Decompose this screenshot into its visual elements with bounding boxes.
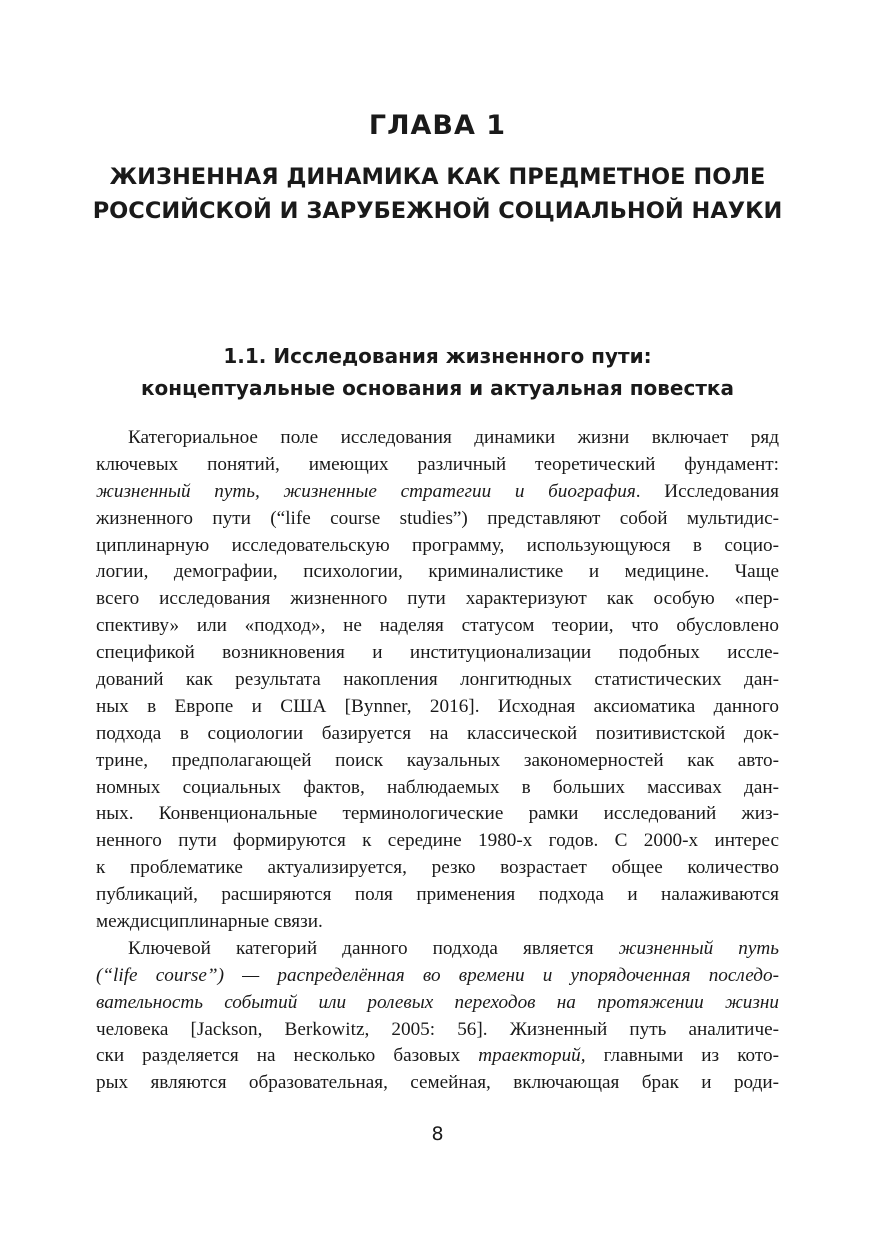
paragraph-1-line: ключевых понятий, имеющих различный теоретический фундамент: — [96, 453, 779, 475]
paragraph-1-line: циплинарную исследовательскую программу, использующуюся в социо- — [96, 534, 779, 556]
paragraph-2-line: человека [Jackson, Berkowitz, 2005: 56]. Жизненный путь аналитиче- — [96, 1018, 779, 1040]
text-run: . Исследования — [635, 480, 779, 502]
page-number: 8 — [431, 1123, 444, 1145]
paragraph-2-line — [96, 963, 779, 990]
paragraph-1-line: ных. Конвенциональные терминологические рамки исследований жиз- — [96, 803, 779, 825]
paragraph-1-line: междисциплинарные связи. — [96, 911, 323, 933]
body-text — [96, 425, 779, 1097]
paragraph-2-line — [96, 990, 779, 1017]
paragraph-1-line: спецификой возникновения и институционализации подобных иссле- — [96, 642, 779, 664]
paragraph-1-line: дований как результата накопления лонгитюдных статистических дан- — [96, 669, 779, 691]
paragraph-1-line: логии, демографии, психологии, криминалистике и медицине. Чаще — [96, 561, 779, 583]
paragraph-1-line: номных социальных фактов, наблюдаемых в больших массивах дан- — [96, 776, 779, 798]
text-run: главными из кото- — [585, 1045, 779, 1067]
chapter-title-line-2: РОССИЙСКОЙ И ЗАРУБЕЖНОЙ СОЦИАЛЬНОЙ НАУКИ — [92, 198, 783, 224]
paragraph-1-line: к проблематике актуализируется, резко возрастает общее количество — [96, 857, 779, 879]
paragraph-1-line — [96, 479, 779, 506]
paragraph-2-line — [96, 936, 779, 963]
paragraph-1-line: подхода в социологии базируется на классической позитивистской док- — [96, 722, 779, 744]
paragraph-1-line: ненного пути формируются к середине 1980-х годов. С 2000-х интерес — [96, 830, 779, 852]
chapter-title — [60, 160, 815, 228]
paragraph-2-line: рых являются образовательная, семейная, включающая брак и роди- — [96, 1072, 779, 1094]
italic-definition: (“life course”) — распределённая во времени и упорядоченная последо- — [96, 964, 779, 986]
italic-definition: вательность событий или ролевых переходов на протяжении жизни — [96, 991, 779, 1013]
paragraph-2-line — [96, 1043, 779, 1070]
paragraph-1-line: трине, предполагающей поиск каузальных закономерностей как авто- — [96, 749, 779, 771]
paragraph-1-line: Категориальное поле исследования динамики жизни включает ряд — [128, 427, 779, 448]
text-run: ски разделяется на несколько базовых — [96, 1045, 479, 1067]
section-title — [90, 340, 785, 404]
italic-terms: жизненный путь, жизненные стратегии и биография — [96, 480, 636, 502]
paragraph-1-line: жизненного пути (“life course studies”) представляют собой мультидис- — [96, 507, 779, 529]
text-run: Ключевой категорий данного подхода является — [128, 937, 619, 959]
italic-term: жизненный путь — [618, 937, 779, 959]
paragraph-1-line: ных в Европе и США [Bynner, 2016]. Исходная аксиоматика данного — [96, 695, 779, 717]
section-title-line-2: концептуальные основания и актуальная повестка — [140, 376, 735, 400]
paragraph-1-line: спективу» или «подход», не наделяя статусом теории, что обусловлено — [96, 615, 779, 637]
paragraph-1-line: публикаций, расширяются поля применения подхода и налаживаются — [96, 884, 779, 906]
paragraph-1-line: всего исследования жизненного пути характеризуют как особую «пер- — [96, 588, 779, 610]
chapter-label: ГЛАВА 1 — [368, 110, 507, 141]
italic-term: траекторий, — [478, 1045, 586, 1067]
chapter-title-line-1: ЖИЗНЕННАЯ ДИНАМИКА КАК ПРЕДМЕТНОЕ ПОЛЕ — [109, 164, 766, 190]
section-title-line-1: 1.1. Исследования жизненного пути: — [223, 344, 652, 368]
